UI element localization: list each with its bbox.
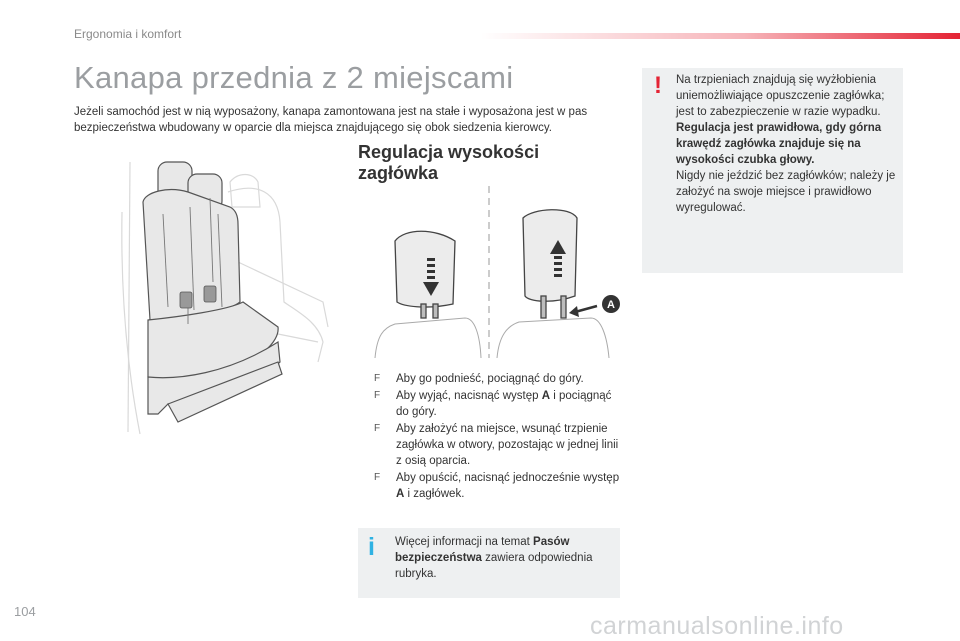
page-title: Kanapa przednia z 2 miejscami <box>74 60 514 95</box>
bullet-marker: F <box>374 423 381 434</box>
bench-seat-illustration <box>118 152 348 440</box>
list-item: F Aby opuścić, nacisnąć jednocześnie występ A i zagłówek. <box>374 472 620 500</box>
warning-icon: ! <box>654 72 662 99</box>
watermark: carmanualsonline.info <box>590 612 844 640</box>
bullet-marker: F <box>374 390 381 401</box>
bullet-marker: F <box>374 373 381 384</box>
info-note <box>358 528 620 598</box>
info-icon: i <box>368 533 375 561</box>
warning-note <box>642 68 903 273</box>
intro-paragraph: Jeżeli samochód jest w nią wyposażony, kanapa zamontowana jest na stałe i wyposażona jest w pas bezpieczeństwa wbudowany w oparcie dla miejsca znajdującego się obok siedzenia kierowcy. <box>74 106 588 134</box>
section-subtitle: Regulacja wysokości zagłówka <box>358 142 540 183</box>
page-number: 104 <box>14 604 36 619</box>
info-text: Więcej informacji na temat Pasów bezpieczeństwa zawiera odpowiednia rubryka. <box>395 536 593 580</box>
header-stripe <box>480 33 960 39</box>
headrest-adjustment-illustration <box>365 186 627 358</box>
list-item: F Aby go podnieść, pociągnąć do góry. <box>374 373 584 385</box>
section-label: Ergonomia i komfort <box>74 27 182 41</box>
callout-a-label: A <box>607 299 615 311</box>
warning-text: Na trzpieniach znajdują się wyżłobienia uniemożliwiające opuszczenie zagłówka; jest to zabezpieczenie w razie wypadku. Regulacja jest prawidłowa, gdy górna krawędź zagłówka znajduje się na wysokości czubka głowy. Nigdy nie jeździć bez zagłówków; należy je założyć na swoje miejsce i prawidłowo wyregulować. <box>676 74 896 214</box>
bullet-marker: F <box>374 472 381 483</box>
list-item: F Aby założyć na miejsce, wsunąć trzpienie zagłówka w otwory, pozostając w jednej linii z osią oparcia. <box>374 423 619 467</box>
list-item: F Aby wyjąć, nacisnąć występ A i pociągnąć do góry. <box>374 390 612 418</box>
instruction-list <box>372 371 622 503</box>
